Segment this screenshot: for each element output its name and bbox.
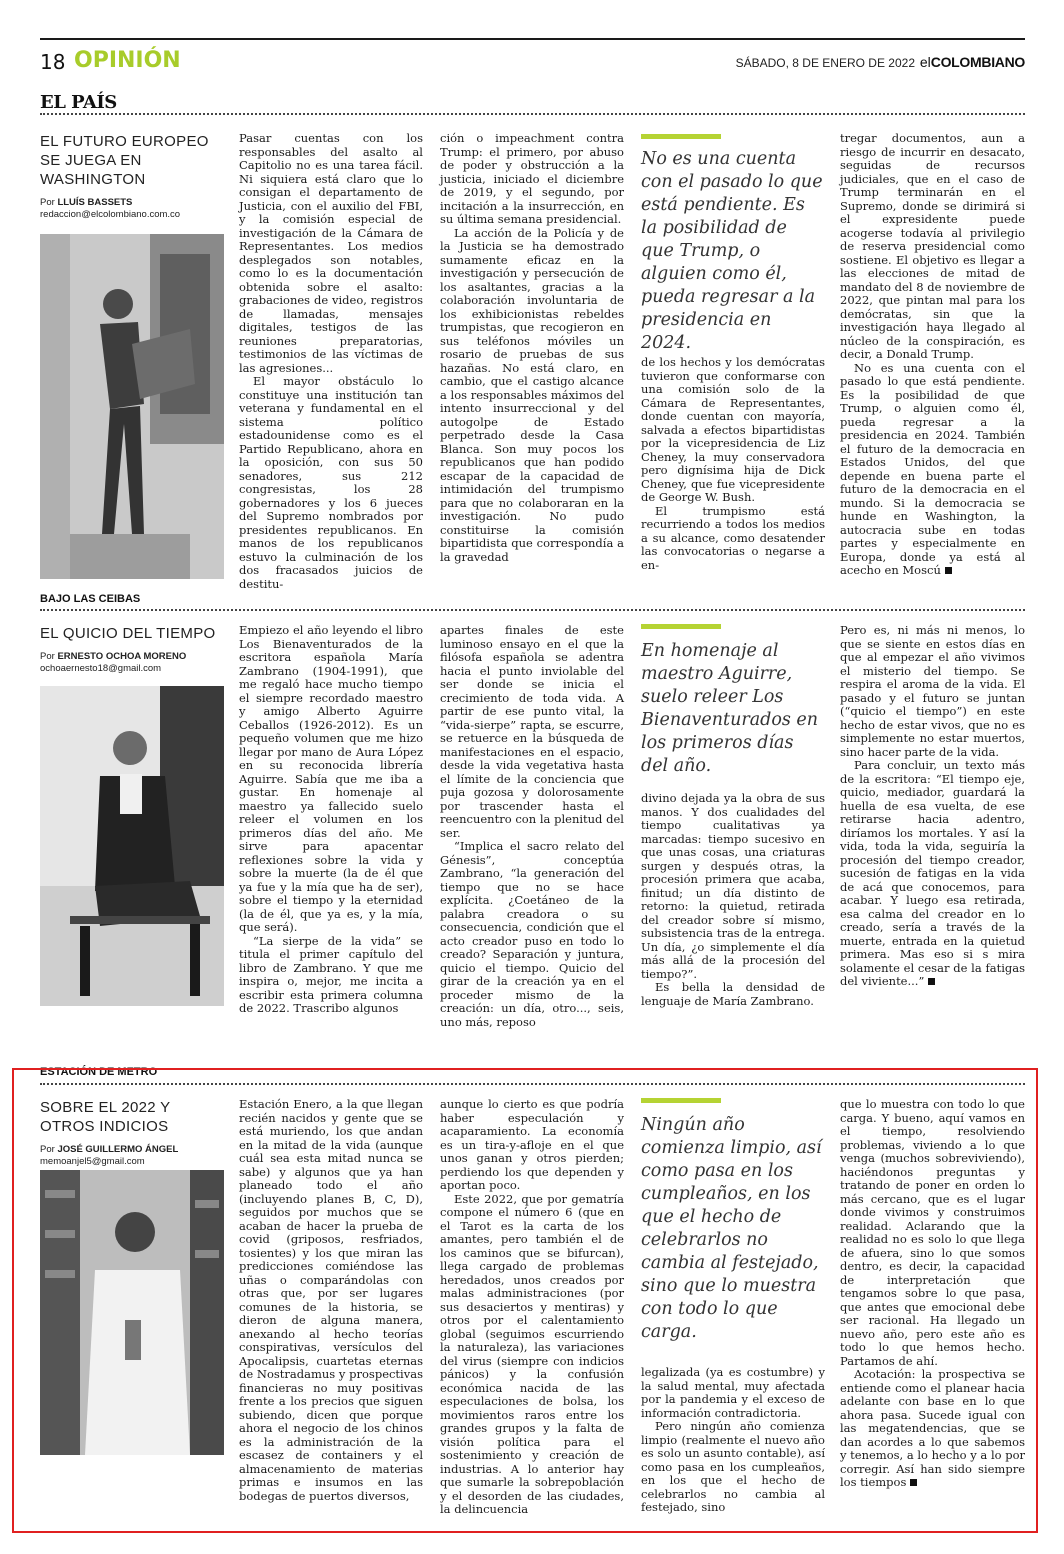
article-headline: EL QUICIO DEL TIEMPO xyxy=(40,625,216,642)
page-number: 18 xyxy=(40,50,66,74)
paragraph: El mayor obstáculo lo constituye una institución tan veterana y fundamental en el sistema político estadounidense como es el Partido Republicano, ahora en la oposición, con sus 50 senadores, sus 212 congresistas, los 28 gobernadores y los 6 jueces del Supremo nombrados por presidentes republicanos. En manos de los republicanos estuvo la culminación de los dos fracasados juicios de destitu- xyxy=(239,374,423,591)
paragraph: que lo muestra con todo lo que carga. Y bueno, aquí vamos en el tiempo, resolviendo problemas, viviendo a lo que venga (muchos sobreviviendo), haciéndonos preguntas y tratando de poner en orden lo más cercano, que es el lugar donde vivimos y construimos realidad. Aclarando que la realidad no es solo lo que llega de afuera, sino lo que somos dentro, es decir, la capacidad de interpretación que tengamos sobre lo que pasa, que antes que emocional debe ser racional. Ha llegado un nuevo año, pero este año es todo lo que hemos hecho. Partamos de ahí. xyxy=(840,1097,1025,1368)
end-mark-icon xyxy=(945,567,952,574)
top-rule xyxy=(40,38,1025,40)
article-sidebar xyxy=(40,624,224,674)
article-column-1 xyxy=(239,131,423,591)
paragraph: “Implica el sacro relato del Génesis”, conceptúa Zambrano, “la generación del tiempo que no se hace explícita. ¿Coetáneo de la palabra creadora o su consecuencia, condición que el acto creador puso en todo lo creado? Separación y juntura, quicio el tiempo. Quicio del girar de la creación ya en el proceder mismo de la creación: un día, otro..., seis, uno más, reposo xyxy=(440,839,624,1029)
column-tag-el-pais: EL PAÍS xyxy=(40,92,117,113)
paragraph: de los hechos y los demócratas tuvieron que conformarse con una comisión solo de la Cámara de Representantes, donde cuentan con mayoría, salvada a efectos bipartidistas por la vicepresidencia de Liz Cheney, la muy conservadora pero dignísima hija de Dick Cheney, que fue vicepresidente de George W. Bush. xyxy=(641,355,825,504)
paragraph: Acotación: la prospectiva se entiende como el planear hacia adelante con base en lo que ahora pasa. Sucede igual con las megatendencias, que se dan acordes a lo que sabemos y tenemos, a lo hecho y a lo por corregir. Así han sido siempre los tiempos xyxy=(840,1367,1025,1489)
paragraph: legalizada (ya es costumbre) y la salud mental, muy afectada por la pandemia y el exceso de información contradictoria. xyxy=(641,1365,825,1420)
author-email: ochoaernesto18@gmail.com xyxy=(40,663,162,674)
paragraph: “La sierpe de la vida” se titula el primer capítulo del libro de Zambrano. Y que me inspira o, mejor, me incita a escribir esta primera columna de 2022. Trascribo algunos xyxy=(239,933,423,1015)
paragraph: Es bella la densidad de lenguaje de María Zambrano. xyxy=(641,980,825,1008)
issue-date: SÁBADO, 8 DE ENERO DE 2022 xyxy=(735,56,915,70)
author-name: LLUÍS BASSETS xyxy=(57,197,133,208)
masthead-prefix: el xyxy=(919,54,931,70)
end-mark-icon xyxy=(928,978,935,985)
article-headline: SOBRE EL 2022 Y OTROS INDICIOS xyxy=(40,1099,171,1135)
section-title: OPINIÓN xyxy=(74,48,181,73)
article-column-1 xyxy=(239,624,423,1039)
author-seated-on-bench-photo xyxy=(40,686,224,1006)
paragraph: tregar documentos, aun a riesgo de incurrir en desacato, seguidas de recursos judiciales, que en el caso de Trump terminarán en el Supremo, donde se dirimirá si el expresidente puede acogerse todavía al privilegio de reserva presidencial como sostiene. El objetivo es llegar a las elecciones de mitad de mandato del 8 de noviembre de 2022, que pintan mal para los demócratas, sin que la investigación haya llegado al núcleo de la conspiración, es decir, a Donald Trump. xyxy=(840,131,1025,361)
paragraph: Estación Enero, a la que llegan recién nacidos y gente que se está muriendo, los que andan en la mitad de la vida (aunque cuál sea esta mitad nunca se sabe) y algunos que ya han planeado todo el año (incluyendo planes B, C, D), seguidos por muchos que se acaban de hacer la prueba de covid (griposos, resfriados, tosientes) y los que miran las predicciones comiéndose las uñas o comparándolas con otras que, por ser lugares comunes de la historia, se dieron de alguna manera, anexando al hecho teorías conspirativas, versículos del Apocalipsis, cuartetas eternas de Nostradamus y prospectivas financieras no muy positivas frente a los precios que siguen subiendo, dicen que porque ahora el negocio de los chinos es la administración de la escasez de containers y el almacenamiento de materias primas e insumos en las bodegas de puertos diversos, xyxy=(239,1097,423,1503)
pull-quote-bar xyxy=(641,624,721,629)
pull-quote-bar xyxy=(641,134,721,139)
article-column-3 xyxy=(641,792,825,1039)
paragraph: ción o impeachment contra Trump: el primero, por abuso de poder y obstrucción a la justicia, iniciado el diciembre de 2019, y el segundo, por incitación a la insurrección, en su última semana presidencial. xyxy=(440,131,624,226)
column-tag-bajo-las-ceibas: BAJO LAS CEIBAS xyxy=(40,593,141,605)
paragraph: No es una cuenta con el pasado lo que está pendiente. Es la posibilidad de que Trump, o alguien como él, pueda regresar a la presidencia en 2024. También el futuro de la democracia en Estados Unidos, del que depende en buena parte el futuro de la democracia en el mundo. Si la democracia se hunde en Washington, la autocracia sube en todas partes y especialmente en Europa, donde ya está al acecho en Moscú xyxy=(840,360,1025,577)
paragraph: Pero ningún año comienza limpio (realmente el nuevo año es solo un asunto contable), así como pasa en los cumpleaños, en los que el hecho de celebrarlos no cambia al festejado, sino xyxy=(641,1419,825,1514)
article-headline: EL FUTURO EUROPEO SE JUEGA EN WASHINGTON xyxy=(40,133,209,188)
paragraph: El trumpismo está recurriendo a todos los medios a su alcance, como desatender las convocatorias o negarse a en- xyxy=(641,503,825,572)
photo-illustration-icon xyxy=(40,234,224,579)
paragraph: Pero es, ni más ni menos, lo que se siente en estos días en que al empezar el año vivimos el misterio del tiempo. Se respira el aroma de la vida. El pasado y el futuro se juntan (“quicio el tiempo”) en este hecho de estar vivos, que no es simplemente no estar muertos, sino hacer parte de la vida. xyxy=(840,623,1025,759)
column-tag-estacion-de-metro: ESTACIÓN DE METRO xyxy=(40,1066,158,1078)
pull-quote: Ningún año comienza limpio, así como pasa en los cumpleaños, en los que el hecho de celebrarlos no cambia al festejado, sino que lo muestra con todo lo que carga. xyxy=(641,1115,822,1342)
byline xyxy=(40,197,224,208)
byline xyxy=(40,651,224,662)
section-divider xyxy=(40,113,1025,115)
paragraph: La acción de la Policía y de la Justicia se ha demostrado sumamente eficaz en la investigación y persecución de los asaltantes, gracias a la colaboración involuntaria de los exhibicionistas rebeldes trumpistas, que recogieron en sus teléfonos móviles un rosario de pruebas de sus hazañas. No está claro, en cambio, que el castigo alcance a los responsables máximos del intento insurreccional y del autogolpe de Estado perpetrado desde la Casa Blanca. Son muy pocos los republicanos que han podido escapar de la capacidad de intimidación del trumpismo para que no colaboraran en la investigación. No pudo constituirse la comisión bipartidista que correspondía a la gravedad xyxy=(440,225,624,564)
byline-prefix: Por xyxy=(40,651,55,662)
paragraph: Para concluir, un texto más de la escritora: “El tiempo eje, quicio, mediador, guardará la huella de esa vuelta, de ese retirarse hacia adentro, diríamos los mortales. Y así la vida, toda la vida, seguiría la procesión del tiempo creador, sucesión de fatigas en la vida de acá que conocemos, para acabar. Y luego esa retirada, esa calma del creador en lo creado, sería a través de la muerte, entrada en la quietud primera. Mas eso si s mira solamente el cesar de la fatigas del viviente...” xyxy=(840,758,1025,988)
paragraph: Empiezo el año leyendo el libro Los Bienaventurados de la escritora española María Zambrano (1904-1991), que me regaló hace mucho tiempo el siempre recordado maestro y amigo Alberto Aguirre Ceballos (1926-2012). Es un pequeño volumen que me hizo llegar por mano de Aura López en su reconocida librería Aguirre. Sabía que me iba a gustar. En homenaje al maestro ya fallecido suelo releer el volumen en los primeros días del año. Me sirve para apacentar reflexiones sobre la vida y sobre la muerte (la de él que ya fue y la mía que ha de ser), sobre el tiempo y la eternidad (la de él, que ya es, y la mía, que será). xyxy=(239,623,423,934)
article-column-2 xyxy=(440,132,624,582)
masthead-logo xyxy=(920,54,1025,70)
article-column-4 xyxy=(840,624,1025,1039)
author-email: memoanjel5@gmail.com xyxy=(40,1156,145,1167)
author-name: JOSÉ GUILLERMO ÁNGEL xyxy=(57,1144,179,1155)
byline-prefix: Por xyxy=(40,197,55,208)
paragraph: Este 2022, que por gematría compone el número 6 (que en el Tarot es la carta de los amantes, pero también el de los caminos que se bifurcan), llega cargado de problemas heredados, unos creados por malas administraciones (por sus desaciertos y mentiras) y otros por el calentamiento global (seguimos escurriendo la naturaleza), las variaciones del virus (siempre con indicios pánicos) y la confusión económica nacida de las especulaciones de bolsa, los movimientos raros entre los grandes grupos y la falta de visión política para el sostenimiento y creación de industrias. A lo anterior hay que sumarle la sobrepoblación y el desorden de las ciudades, la delincuencia xyxy=(440,1191,624,1516)
article-column-2 xyxy=(440,624,624,1039)
highlight-box xyxy=(12,1068,1038,1533)
article-sidebar xyxy=(40,132,224,220)
article-column-3 xyxy=(641,356,825,582)
page-header xyxy=(40,50,1025,76)
article-column-4 xyxy=(840,132,1025,582)
paragraph: Pasar cuentas con los responsables del asalto al Capitolio no es una tarea fácil. Ni siquiera está claro que lo consigan el departamento de Justicia, con el auxilio del FBI, y la comisión especial de investigación de la Cámara de Representantes. Los medios desplegados son notables, como lo es la documentación obtenida sobre el asalto: grabaciones de video, registros de llamadas, mensajes digitales, testigos de las reuniones preparatorias, testimonios de las víctimas de las agresiones... xyxy=(239,131,423,375)
section-divider xyxy=(40,609,1025,611)
paragraph: aunque lo cierto es que podría haber especulación y acaparamiento. La economía es un tira-y-afloje en el que unos ganan y otros pierden; perdiendo los que dependen y aportan poco. xyxy=(440,1097,624,1192)
byline-prefix: Por xyxy=(40,1144,55,1155)
pull-quote: No es una cuenta con el pasado lo que está pendiente. Es la posibilidad de que Trump, o alguien como él, pueda regresar a la presidencia en 2024. xyxy=(641,149,823,353)
pull-quote: En homenaje al maestro Aguirre, suelo releer Los Bienaventurados en los primeros días del año. xyxy=(641,641,819,776)
article-el-futuro-europeo xyxy=(40,131,1025,591)
author-email: redaccion@elcolombiano.com.co xyxy=(40,209,181,220)
paragraph: apartes finales de este luminoso ensayo en el que la filósofa española se adentra hacia el punto inviolable del ser donde se inicia el crecimiento de toda vida. A partir de ese punto vital, la “vida-sierpe” rapta, se escurre, se retuerce en la búsqueda de manifestaciones en el espacio, desde la vida vegetativa hasta el límite de la conciencia que puja gozosa y dolorosamente por trascender hasta el reencuentro con la plenitud del ser. xyxy=(440,623,624,840)
photo-illustration-icon xyxy=(40,686,224,1006)
author-name: ERNESTO OCHOA MORENO xyxy=(57,651,187,662)
article-el-quicio-del-tiempo xyxy=(40,624,1025,1044)
paragraph: divino dejada ya la obra de sus manos. Y dos cualidades del tiempo cualitativas ya marcadas: tiempo sucesivo en que unas cosas, una criaturas surgen y después otras, la procesión primera que acaba, finitud; un día distinto de retorno: la quietud, retirada del creador sobre sí mismo, subsistencia tras de la entrega. Un día, ¿o simplemente el día más allá de la procesión del tiempo?”. xyxy=(641,791,825,981)
statue-reading-newspaper-photo xyxy=(40,234,224,579)
masthead-name: COLOMBIANO xyxy=(930,54,1025,70)
